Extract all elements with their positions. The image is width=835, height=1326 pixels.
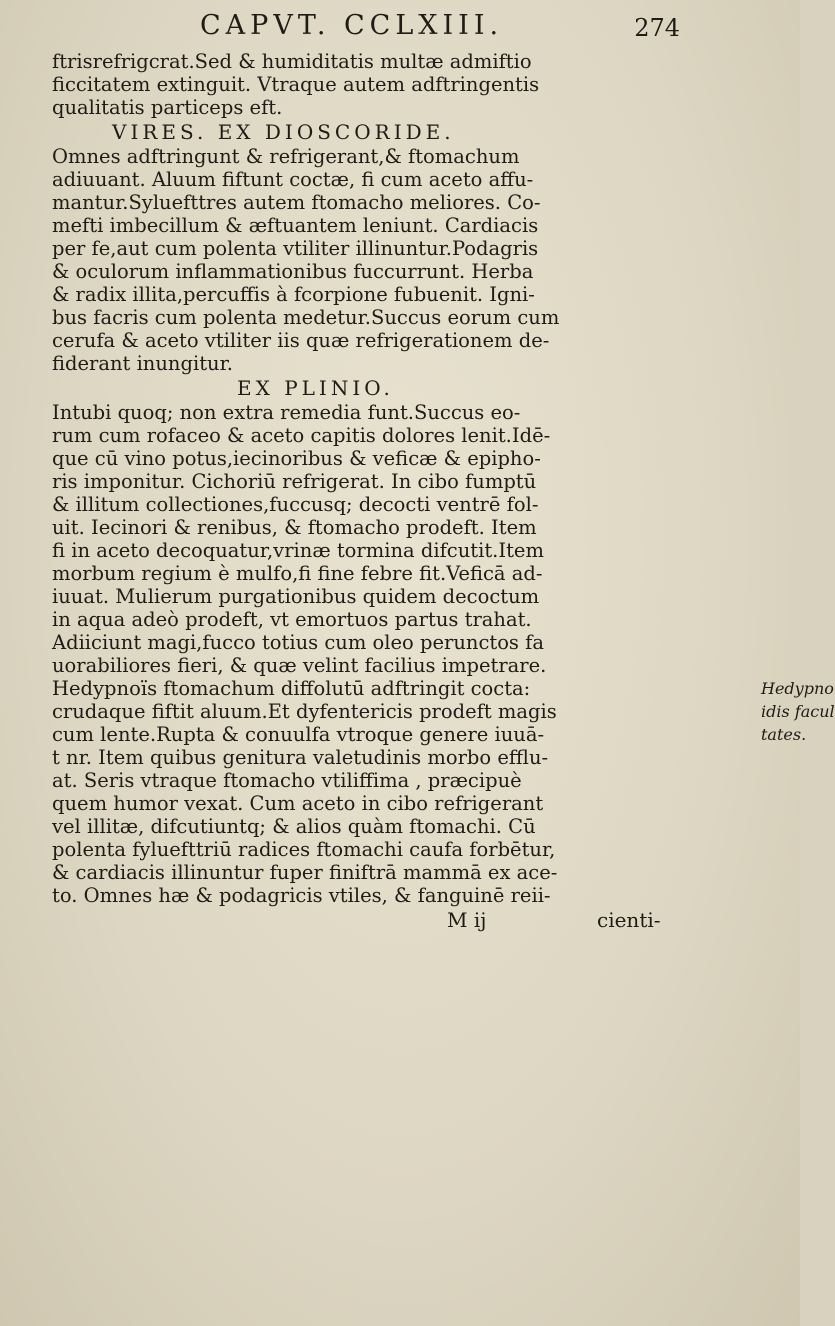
margin-note-line: idis facul — [761, 702, 835, 721]
page-footer — [52, 907, 797, 933]
text-line: & illitum collectiones,fuccusq; decocti ventrē fol- — [52, 493, 539, 516]
text-line: cerufa & aceto vtiliter iis quæ refrigerationem de- — [52, 329, 550, 352]
text-line: per fe,aut cum polenta vtiliter illinuntur.Podagris — [52, 237, 539, 260]
catchword: cienti- — [597, 908, 661, 932]
text-body — [52, 50, 835, 933]
text-line: at. Seris vtraque ftomacho vtiliffima , præcipuè — [52, 769, 522, 792]
running-head: CAPVT. CCLXIII. — [200, 10, 504, 41]
text-line: vel illitæ, difcutiuntq; & alios quàm ftomachi. Cū — [52, 815, 536, 838]
text-line: rum cum rofaceo & aceto capitis dolores lenit.Idē- — [52, 424, 551, 447]
section-heading-plinio: EX PLINIO. — [237, 376, 394, 400]
text-line: Intubi quoq; non extra remedia funt.Succus eo- — [52, 401, 521, 424]
text-line: fi in aceto decoquatur,vrinæ tormina difcutit.Item — [52, 539, 544, 562]
text-line: in aqua adeò prodeft, vt emortuos partus trahat. — [52, 608, 532, 631]
text-line: ficcitatem extinguit. Vtraque autem adftringentis — [52, 73, 540, 96]
text-line: uorabiliores fieri, & quæ velint facilius impetrare. — [52, 654, 547, 677]
text-line: Omnes adftringunt & refrigerant,& ftomachum — [52, 145, 520, 168]
text-line: & radix illita,percuffis à fcorpione fubuenit. Igni- — [52, 283, 535, 306]
text-line: & cardiacis illinuntur fuper finiftrā mammā ex ace- — [52, 861, 558, 884]
text-line: mefti imbecillum & æftuantem leniunt. Cardiacis — [52, 214, 539, 237]
text-line: polenta fyluefttriū radices ftomachi caufa forbētur, — [52, 838, 556, 861]
text-line: adiuuant. Aluum fiftunt coctæ, fi cum aceto affu- — [52, 168, 534, 191]
text-line: bus facris cum polenta medetur.Succus eorum cum — [52, 306, 560, 329]
text-line: Adiiciunt magi,fucco totius cum oleo perunctos fa — [52, 631, 544, 654]
text-line: mantur.Syluefttres autem ftomacho meliores. Co- — [52, 191, 541, 214]
signature-mark: M ij — [447, 908, 487, 932]
text-line: Hedypnoïs ftomachum diffolutū adftringit cocta: Hedypno — [52, 677, 834, 700]
text-line: crudaque fiftit aluum.Et dyfentericis prodeft magis idis facul — [52, 700, 835, 723]
text-line: cum lente.Rupta & conuulfa vtroque genere iuuā- tates. — [52, 723, 807, 746]
text-line: que cū vino potus,iecinoribus & veficæ & epipho- — [52, 447, 541, 470]
text-line: fiderant inungitur. — [52, 352, 233, 375]
text-line: ftrisrefrigcrat.Sed & humiditatis multæ admiftio — [52, 50, 532, 73]
text-line: t nr. Item quibus genitura valetudinis morbo efflu- — [52, 746, 549, 769]
page-number: 274 — [634, 14, 680, 42]
text-line: qualitatis particeps eft. — [52, 96, 283, 119]
text-line: to. Omnes hæ & podagricis vtiles, & fanguinē reii- — [52, 884, 551, 907]
margin-note-line: Hedypno — [761, 679, 834, 698]
text-line: morbum regium è mulfo,fi fine febre fit.Veficā ad- — [52, 562, 543, 585]
section-heading-dioscoride: VIRES. EX DIOSCORIDE. — [112, 120, 455, 144]
text-line: & oculorum inflammationibus fuccurrunt. Herba — [52, 260, 534, 283]
text-line: quem humor vexat. Cum aceto in cibo refrigerant — [52, 792, 544, 815]
text-line: uit. Iecinori & renibus, & ftomacho prodeft. Item — [52, 516, 537, 539]
text-line: iuuat. Mulierum purgationibus quidem decoctum — [52, 585, 540, 608]
margin-note-line: tates. — [761, 725, 807, 744]
page-header — [200, 10, 680, 46]
text-line: ris imponitur. Cichoriū refrigerat. In cibo fumptū — [52, 470, 537, 493]
